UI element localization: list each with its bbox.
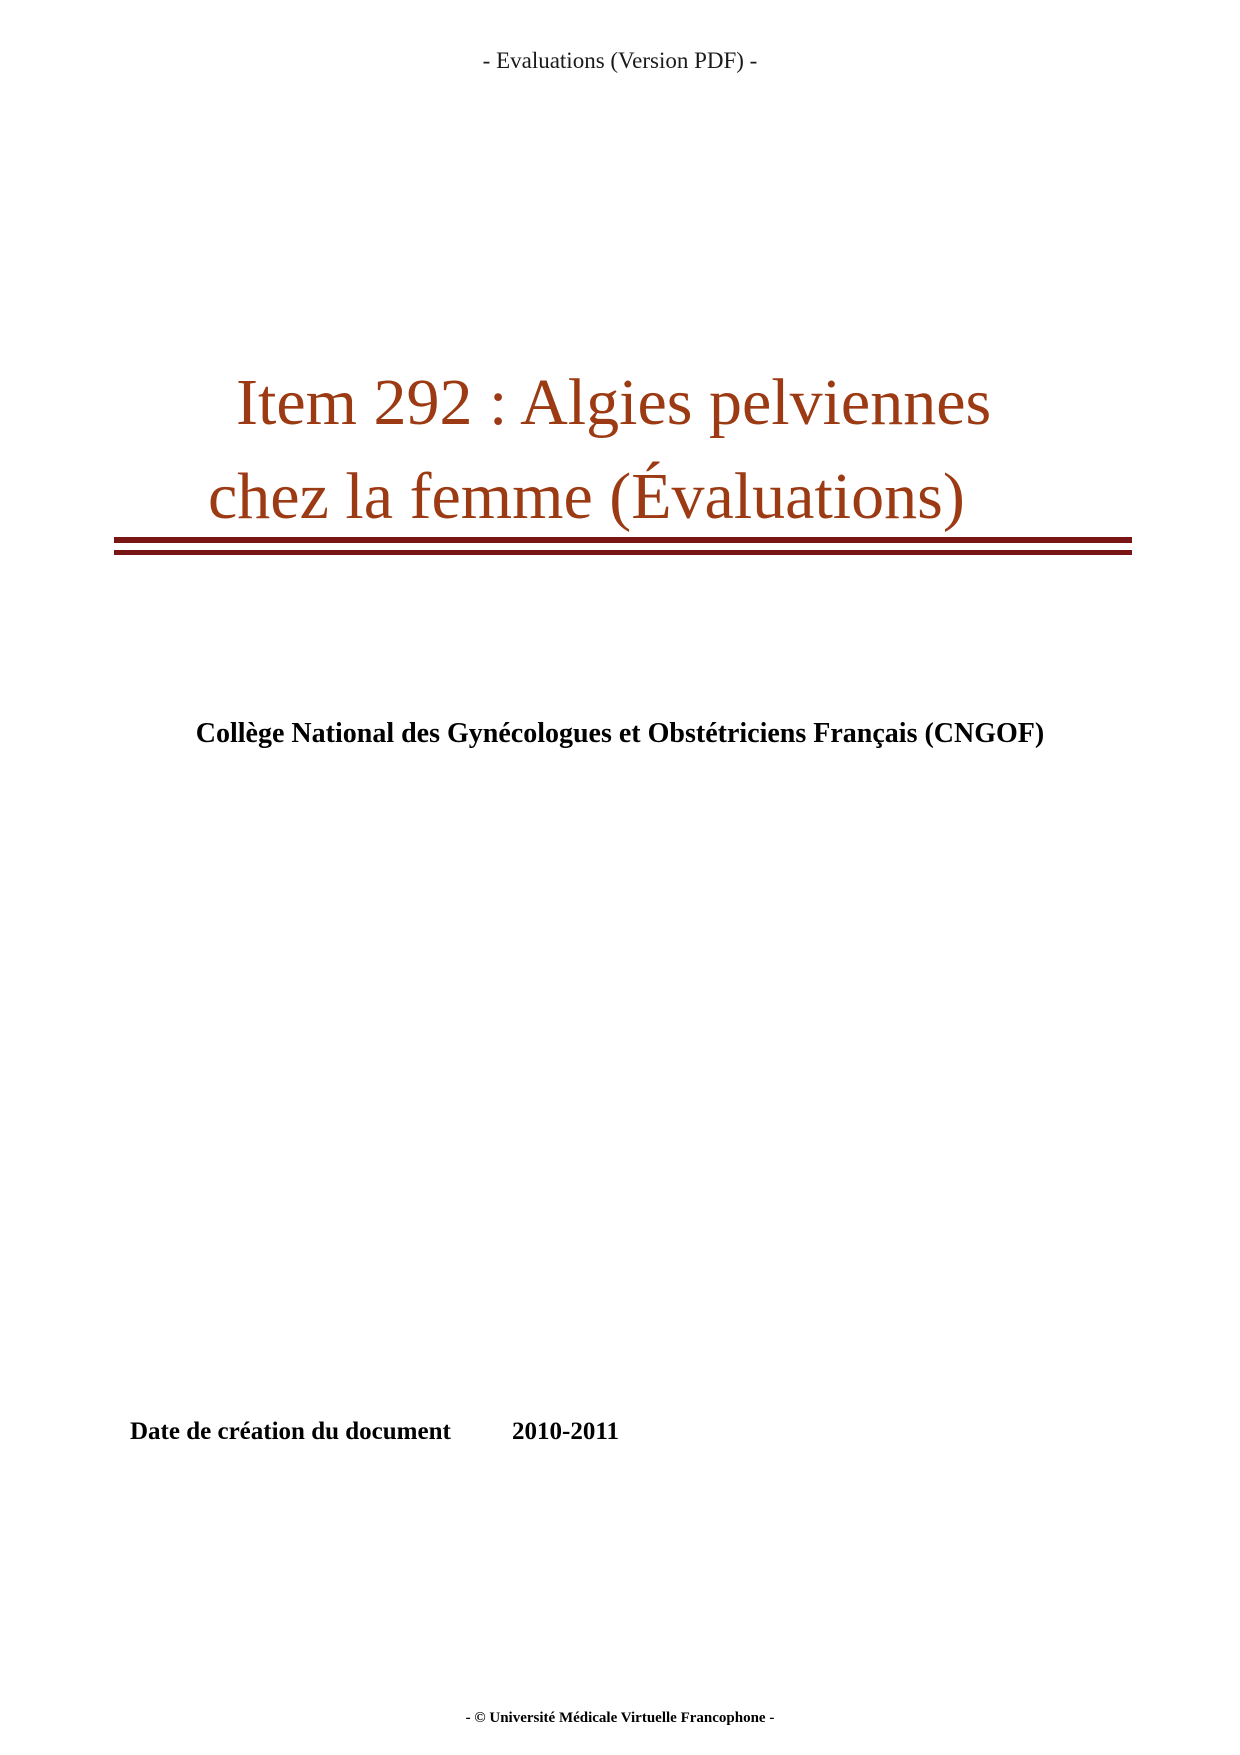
creation-date-row: [130, 1418, 619, 1446]
title-line-2: chez la femme (Évaluations): [208, 460, 965, 533]
creation-date-label: Date de création du document: [130, 1418, 451, 1445]
creation-date-value: 2010-2011: [512, 1418, 619, 1445]
page-header: - Evaluations (Version PDF) -: [482, 48, 758, 73]
page-footer: - © Université Médicale Virtuelle Francophone -: [465, 1710, 775, 1726]
title-divider-bottom: [114, 550, 1132, 555]
organization-name: Collège National des Gynécologues et Obstétriciens Français (CNGOF): [195, 718, 1045, 749]
title-divider-top: [114, 537, 1132, 543]
title-line-1: Item 292 : Algies pelviennes: [236, 366, 992, 439]
